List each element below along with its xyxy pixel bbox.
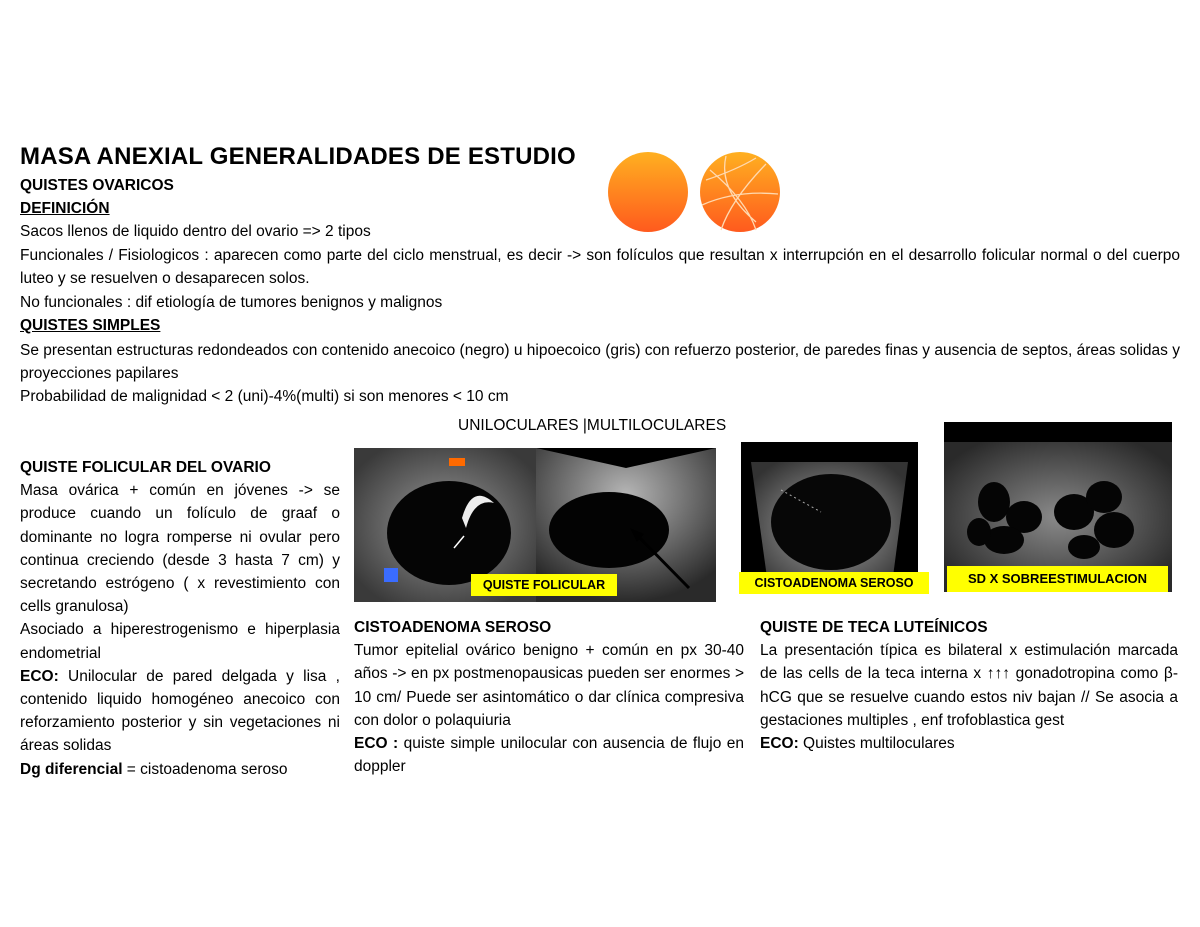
column-cistoadenoma bbox=[354, 616, 744, 778]
col2-paragraph-1: Tumor epitelial ovárico benigno + común en px 30-40 años -> en px postmenopausicas pueden ser enormes > 10 cm/ Puede ser asintomático o dar clínica compresiva con dolor o polaquiuria bbox=[354, 642, 744, 729]
col1-eco-text: Unilocular de pared delgada y lisa , contenido liquido homogéneo anecoico con reforzamiento posterior y sin vegetaciones ni áreas solidas bbox=[20, 667, 340, 755]
col1-dg bbox=[20, 758, 340, 781]
page-title: MASA ANEXIAL GENERALIDADES DE ESTUDIO bbox=[20, 143, 576, 170]
col3-eco bbox=[760, 732, 1178, 755]
orange-circles-graphic bbox=[606, 150, 786, 238]
column-quiste-folicular bbox=[20, 456, 340, 781]
col1-eco bbox=[20, 665, 340, 758]
definition-line-3: No funcionales : dif etiología de tumores benignos y malignos bbox=[20, 294, 443, 311]
col1-eco-label: ECO: bbox=[20, 667, 59, 685]
col1-heading: QUISTE FOLICULAR DEL OVARIO bbox=[20, 459, 271, 476]
col2-eco-text: quiste simple unilocular con ausencia de flujo en doppler bbox=[354, 735, 744, 776]
label-sd-sobreestimulacion: SD X SOBREESTIMULACION bbox=[947, 566, 1168, 592]
col2-eco-label: ECO : bbox=[354, 735, 399, 753]
col3-eco-label: ECO: bbox=[760, 735, 799, 753]
simples-description: Se presentan estructuras redondeados con contenido anecoico (negro) u hipoecoico (gris) con refuerzo posterior, de paredes finas y ausencia de septos, áreas solidas y proyecciones papilares bbox=[20, 342, 1180, 382]
col1-dg-text: = cistoadenoma seroso bbox=[122, 760, 288, 778]
label-quiste-folicular: QUISTE FOLICULAR bbox=[471, 574, 617, 596]
col3-paragraph-1: La presentación típica es bilateral x estimulación marcada de las cells de la teca interna x ↑↑↑ gonadotropina como β-hCG que se resuelve cuando estos niv bajan // Se asocia a gestaciones multiples , enf trofoblastica gest bbox=[760, 642, 1178, 729]
col2-heading: CISTOADENOMA SEROSO bbox=[354, 619, 552, 636]
definition-line-1: Sacos llenos de liquido dentro del ovario => 2 tipos bbox=[20, 223, 371, 240]
section-subtitle: QUISTES OVARICOS bbox=[20, 177, 174, 194]
uni-multi-label: UNILOCULARES |MULTILOCULARES bbox=[458, 417, 727, 434]
col1-paragraph-2: Asociado a hiperestrogenismo e hiperplasia endometrial bbox=[20, 621, 340, 662]
col3-eco-text: Quistes multiloculares bbox=[798, 735, 955, 753]
label-cistoadenoma-seroso: CISTOADENOMA SEROSO bbox=[739, 572, 929, 594]
decorative-circles bbox=[606, 150, 786, 238]
column-teca-luteinicos bbox=[760, 616, 1178, 755]
patterned-circle-icon bbox=[700, 152, 780, 232]
col2-eco bbox=[354, 732, 744, 778]
definicion-heading: DEFINICIÓN bbox=[20, 200, 110, 217]
col1-dg-label: Dg diferencial bbox=[20, 760, 123, 778]
col1-paragraph-1: Masa ovárica + común en jóvenes -> se produce cuando un folículo de graaf o dominante no logra romperse ni ovular pero continua creciendo (desde 3 hasta 7 cm) y secretando estrógeno ( x revestimiento con cells granulosa) bbox=[20, 482, 340, 616]
solid-circle-icon bbox=[608, 152, 688, 232]
simples-heading: QUISTES SIMPLES bbox=[20, 317, 161, 334]
col3-heading: QUISTE DE TECA LUTEÍNICOS bbox=[760, 619, 988, 636]
malignancy-probability: Probabilidad de malignidad < 2 (uni)-4%(multi) si son menores < 10 cm bbox=[20, 388, 509, 405]
definition-line-2: Funcionales / Fisiologicos : aparecen como parte del ciclo menstrual, es decir -> son folículos que resultan x interrupción en el desarrollo folicular normal o del cuerpo luteo y se resuelven o desaparecen solos. bbox=[20, 247, 1180, 287]
